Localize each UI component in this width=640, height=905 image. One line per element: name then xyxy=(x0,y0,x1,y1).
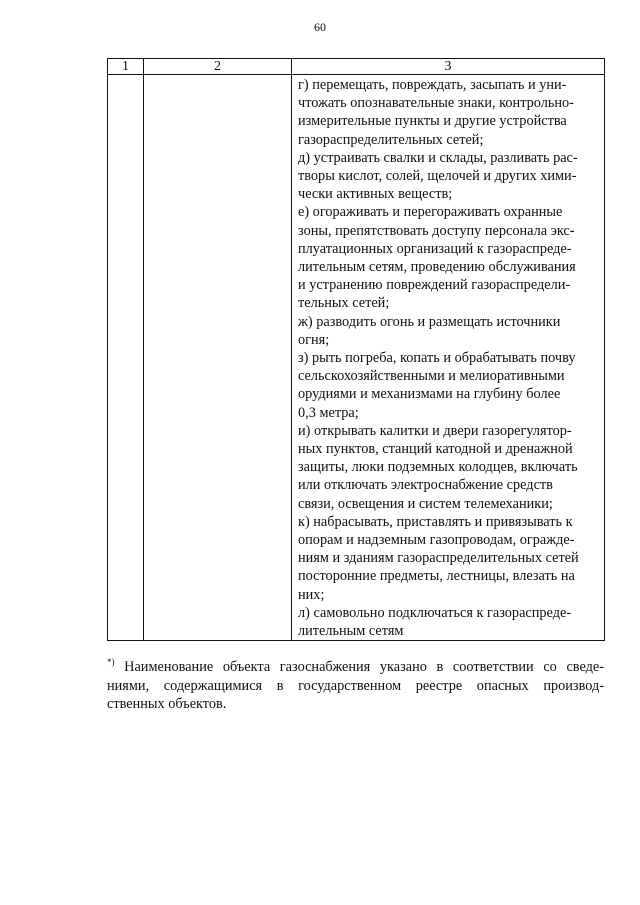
text-line: них; xyxy=(298,586,325,603)
text-line: ж) разводить огонь и размещать источники xyxy=(298,313,561,330)
column-header-2: 2 xyxy=(144,59,292,75)
prohibitions-list-cell xyxy=(292,75,605,641)
text-line: 0,3 метра; xyxy=(298,404,359,421)
footnote-text: Наименование объекта газоснабжения указано в соответствии со сведе- xyxy=(124,659,605,675)
text-line: г) перемещать, повреждать, засыпать и уни- xyxy=(298,77,567,93)
table-row xyxy=(108,75,605,641)
text-line: творы кислот, солей, щелочей и других хими- xyxy=(298,168,577,185)
table-header-row xyxy=(108,59,605,75)
text-line: лительным сетям, проведению обслуживания xyxy=(298,259,576,276)
text-line: тельных сетей; xyxy=(298,295,390,312)
text-line: связи, освещения и систем телемеханики; xyxy=(298,495,553,512)
footnote-line xyxy=(107,658,604,677)
text-line: сельскохозяйственными и мелиоративными xyxy=(298,368,565,385)
text-line: з) рыть погреба, копать и обрабатывать почву xyxy=(298,350,576,367)
column-header-3: 3 xyxy=(292,59,605,75)
text-line: защиты, люки подземных колодцев, включать xyxy=(298,459,578,476)
text-line: ных пунктов, станций катодной и дренажной xyxy=(298,441,573,458)
text-line: е) огораживать и перегораживать охранные xyxy=(298,204,563,221)
text-line: к) набрасывать, приставлять и привязывать к xyxy=(298,513,573,530)
page-number: 60 xyxy=(314,20,326,34)
text-line: и) открывать калитки и двери газорегулятор- xyxy=(298,422,572,439)
text-line: посторонние предметы, лестницы, влезать на xyxy=(298,568,575,585)
cell-col-2 xyxy=(144,75,292,641)
text-line: чески активных веществ; xyxy=(298,186,453,203)
cell-col-1 xyxy=(108,75,144,641)
text-line: и устранению повреждений газораспредели- xyxy=(298,277,571,294)
text-line: чтожать опознавательные знаки, контрольно- xyxy=(298,95,574,112)
footnote-marker: *) xyxy=(107,657,115,668)
footnote-line: ниями, содержащимися в государственном реестре опасных производ- xyxy=(107,677,604,694)
footnote xyxy=(107,658,604,714)
text-line: огня; xyxy=(298,331,330,348)
text-line: опорам и надземным газопроводам, огражде- xyxy=(298,532,575,549)
text-line: лительным сетям xyxy=(298,623,404,640)
footnote-line: ственных объектов. xyxy=(107,696,227,712)
text-line: или отключать электроснабжение средств xyxy=(298,477,553,494)
prohibitions-table xyxy=(107,58,605,641)
text-line: д) устраивать свалки и склады, разливать рас- xyxy=(298,149,578,166)
column-header-1: 1 xyxy=(108,59,144,75)
text-line: л) самовольно подключаться к газораспреде- xyxy=(298,604,572,621)
text-line: орудиями и механизмами на глубину более xyxy=(298,386,561,403)
text-line: плуатационных организаций к газораспреде- xyxy=(298,240,572,257)
text-line: зоны, препятствовать доступу персонала экс- xyxy=(298,222,575,239)
text-line: газораспределительных сетей; xyxy=(298,131,484,148)
text-line: ниям и зданиям газораспределительных сетей xyxy=(298,550,579,567)
text-line: измерительные пункты и другие устройства xyxy=(298,113,567,130)
